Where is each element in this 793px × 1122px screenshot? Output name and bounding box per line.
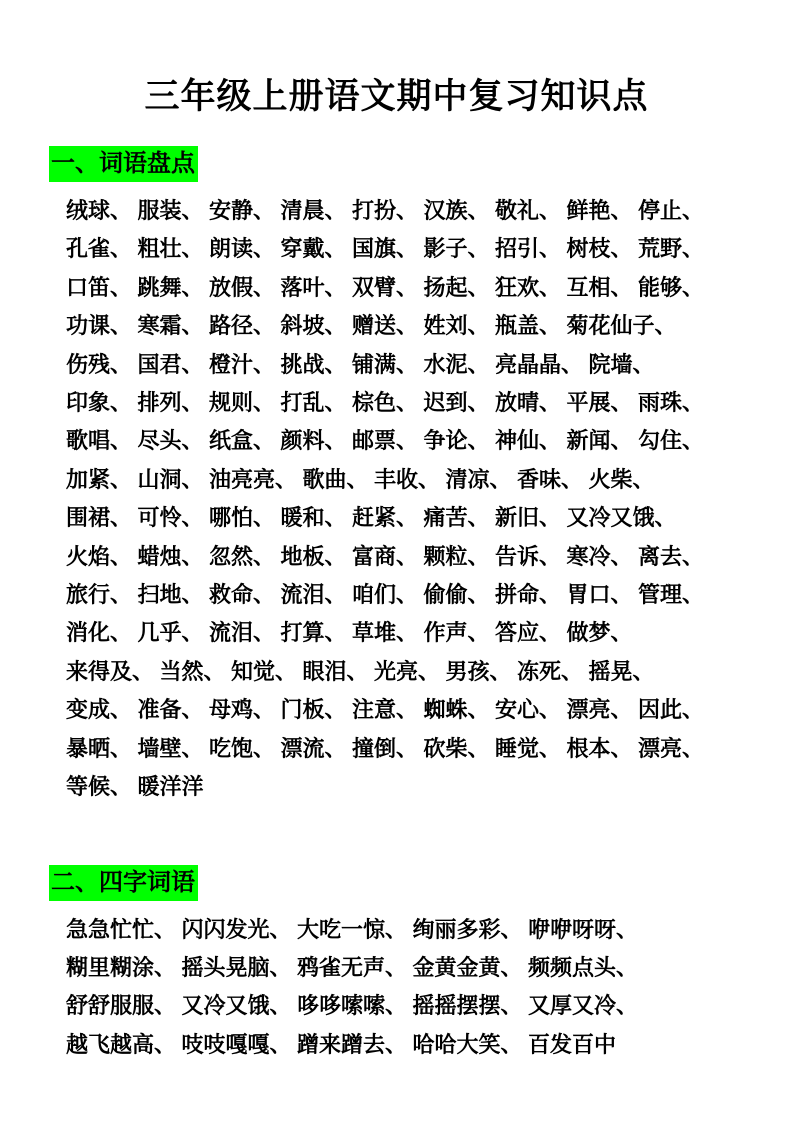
word-list-line: 来得及、 当然、 知觉、 眼泪、 光亮、 男孩、 冻死、 摇晃、 (66, 658, 655, 684)
word-list-line: 孔雀、 粗壮、 朗读、 穿戴、 国旗、 影子、 招引、 树枝、 荒野、 (66, 236, 705, 262)
word-list-line: 越飞越高、 吱吱嘎嘎、 蹭来蹭去、 哈哈大笑、 百发百中 (66, 1031, 617, 1057)
word-list-line: 消化、 几乎、 流泪、 打算、 草堆、 作声、 答应、 做梦、 (66, 620, 633, 646)
section-heading-row (49, 146, 793, 182)
word-list-line: 伤残、 国君、 橙汁、 挑战、 铺满、 水泥、 亮晶晶、 院墙、 (66, 351, 655, 377)
word-list-line: 变成、 准备、 母鸡、 门板、 注意、 蜘蛛、 安心、 漂亮、 因此、 (66, 697, 705, 723)
word-list-line: 糊里糊涂、 摇头晃脑、 鸦雀无声、 金黄金黄、 频频点头、 (66, 954, 639, 980)
word-list-line: 舒舒服服、 又冷又饿、 哆哆嗦嗦、 摇摇摆摆、 又厚又冷、 (66, 993, 639, 1019)
word-list-line: 火焰、 蜡烛、 忽然、 地板、 富商、 颗粒、 告诉、 寒冷、 离去、 (66, 543, 705, 569)
section-heading-four-char-words: 二、四字词语 (49, 865, 198, 901)
word-list-line: 加紧、 山洞、 油亮亮、 歌曲、 丰收、 清凉、 香味、 火柴、 (66, 466, 655, 492)
word-list-line: 口笛、 跳舞、 放假、 落叶、 双臂、 扬起、 狂欢、 互相、 能够、 (66, 274, 705, 300)
page-title: 三年级上册语文期中复习知识点 (144, 77, 649, 116)
section-heading-row (49, 865, 793, 901)
word-list-line: 等候、 暖洋洋 (66, 774, 204, 800)
word-list-line: 暴晒、 墙壁、 吃饱、 漂流、 撞倒、 砍柴、 睡觉、 根本、 漂亮、 (66, 735, 705, 761)
word-list-line: 歌唱、 尽头、 纸盒、 颜料、 邮票、 争论、 神仙、 新闻、 勾住、 (66, 428, 705, 454)
section-heading-word-inventory: 一、词语盘点 (49, 146, 198, 182)
word-inventory-list (66, 192, 753, 807)
section-four-char-words (0, 865, 793, 1065)
word-list-line: 功课、 寒霜、 路径、 斜坡、 赠送、 姓刘、 瓶盖、 菊花仙子、 (66, 313, 677, 339)
section-word-inventory (0, 146, 793, 807)
word-list-line: 急急忙忙、 闪闪发光、 大吃一惊、 绚丽多彩、 咿咿呀呀、 (66, 916, 639, 942)
word-list-line: 旅行、 扫地、 救命、 流泪、 咱们、 偷偷、 拼命、 胃口、 管理、 (66, 582, 705, 608)
word-list-line: 印象、 排列、 规则、 打乱、 棕色、 迟到、 放晴、 平展、 雨珠、 (66, 390, 705, 416)
word-list-line: 绒球、 服装、 安静、 清晨、 打扮、 汉族、 敬礼、 鲜艳、 停止、 (66, 198, 705, 223)
four-char-word-list (66, 911, 753, 1065)
word-list-line: 围裙、 可怜、 哪怕、 暖和、 赶紧、 痛苦、 新旧、 又冷又饿、 (66, 505, 677, 531)
